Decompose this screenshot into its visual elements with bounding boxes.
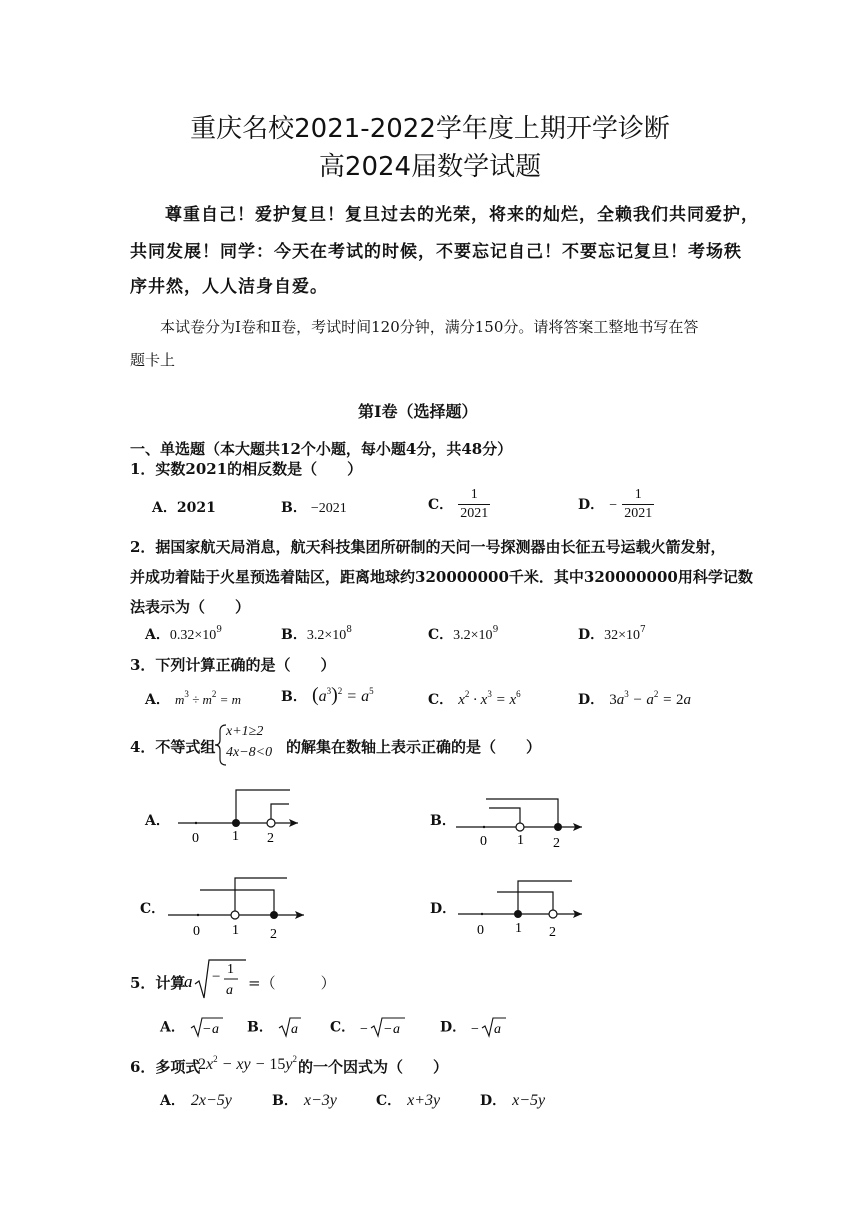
- tick-label-0: 0: [480, 834, 487, 849]
- option-label: B．: [281, 689, 307, 705]
- numerator: 1: [634, 487, 642, 502]
- q6-option-b: [272, 1090, 337, 1110]
- svg-text:a: a: [184, 972, 193, 991]
- exponent: 8: [346, 625, 352, 635]
- inequality-2: 4x−8<0: [226, 745, 273, 760]
- option-label: A．: [145, 692, 170, 708]
- question-4-stem-post: 的解集在数轴上表示正确的是（ ）: [286, 738, 542, 756]
- q2-option-c: [428, 624, 498, 644]
- option-label: D．: [480, 1093, 507, 1109]
- exponent: 9: [216, 625, 223, 635]
- q1-option-c: [428, 486, 490, 523]
- option-value: −2021: [310, 501, 347, 516]
- q2-option-a: [145, 624, 222, 644]
- denominator: 2021: [460, 506, 489, 521]
- svg-text:a: a: [226, 983, 233, 998]
- option-label: A．: [160, 1019, 185, 1036]
- option-label: C．: [428, 627, 454, 643]
- question-4-stem-pre: 4．不等式组: [130, 738, 216, 756]
- option-label: C．: [428, 692, 454, 708]
- q4-option-c-label: C．: [140, 901, 166, 917]
- option-label: C．: [428, 497, 454, 513]
- q6-option-d: [480, 1090, 545, 1110]
- q3-option-b: B． $(a^3)^2 = a^5$: [281, 684, 374, 706]
- denominator: 2021: [624, 506, 653, 521]
- svg-text:−: −: [384, 1022, 393, 1037]
- option-value: x+3y: [407, 1092, 441, 1109]
- svg-text:−: −: [471, 1022, 480, 1037]
- q2-option-b: [281, 624, 352, 644]
- instructions-line1: 本试卷分为Ⅰ卷和Ⅱ卷，考试时间120分钟，满分150分。请将答案工整地书写在答: [160, 318, 699, 336]
- q1-option-b: [281, 497, 347, 517]
- instructions-line2: 题卡上: [130, 351, 176, 369]
- svg-text:1: 1: [227, 962, 234, 977]
- q3-option-c: C． $x^2 \cdot x^3 = x^6$: [428, 689, 521, 708]
- fraction: [622, 486, 654, 523]
- svg-text:a: a: [290, 1022, 298, 1037]
- tick-label-0: 0: [477, 923, 484, 938]
- option-value: 3.2×10: [306, 628, 347, 643]
- option-value: 3.2×10: [453, 628, 493, 643]
- tick-label-0: 0: [192, 831, 199, 846]
- option-label: A．: [145, 627, 170, 643]
- option-label: B．: [272, 1093, 298, 1109]
- motto-line1: 尊重自己！爱护复旦！复旦过去的光荣，将来的灿烂，全赖我们共同爱护，: [165, 205, 759, 225]
- tick-label-1: 1: [515, 921, 522, 936]
- q4-number-line-b: [452, 790, 592, 860]
- option-value: 0.32×10: [169, 628, 217, 643]
- q6-option-a: [160, 1090, 232, 1110]
- q3-option-a: A． $m^3 \div m^2 = m$: [145, 689, 242, 708]
- option-label: C．: [376, 1093, 402, 1109]
- option-value: x−5y: [512, 1092, 546, 1109]
- q3-option-d: D． $3a^3 - a^2 = 2a$: [578, 689, 691, 708]
- q6-polynomial: $2x^2$ − xy − $15y^2$: [198, 1054, 298, 1073]
- section-part-heading: 一、单选题（本大题共12个小题，每小题4分，共48分）: [130, 440, 513, 458]
- motto-line3: 序井然，人人洁身自爱。: [130, 277, 328, 297]
- option-label: B．: [247, 1019, 273, 1036]
- motto-line2: 共同发展！同学：今天在考试的时候，不要忘记自己！不要忘记复旦！考场秩: [130, 242, 742, 262]
- option-label: B．: [281, 500, 307, 516]
- option-label: A．: [160, 1093, 185, 1109]
- q6-option-c: [376, 1090, 440, 1110]
- exam-title-line1: 重庆名校2021-2022学年度上期开学诊断: [190, 114, 670, 144]
- question-1-stem: 1．实数2021的相反数是（ ）: [130, 460, 363, 478]
- svg-text:−: −: [202, 1022, 211, 1037]
- tick-label-2: 2: [267, 831, 274, 846]
- question-2-line2: 并成功着陆于火星预选着陆区，距离地球约320000000千米．其中320000000用科学记数: [130, 568, 753, 586]
- option-value: x−3y: [303, 1092, 337, 1109]
- question-5-stem-pre: 5．计算: [130, 974, 186, 992]
- option-value: 2021: [176, 500, 216, 516]
- q1-option-a: [152, 497, 216, 517]
- q5-option-c: [330, 1016, 406, 1038]
- tick-label-2: 2: [549, 925, 556, 940]
- svg-text:a: a: [211, 1022, 219, 1037]
- question-2-line1: 2．据国家航天局消息，航天科技集团所研制的天问一号探测器由长征五号运载火箭发射，: [130, 538, 726, 556]
- option-label: D．: [578, 692, 605, 708]
- tick-label-1: 1: [517, 833, 524, 848]
- question-2-line3: 法表示为（ ）: [130, 598, 251, 616]
- numerator: 1: [470, 487, 478, 502]
- minus-sign: −: [609, 498, 618, 513]
- option-label: B．: [281, 627, 307, 643]
- question-3-stem: 3．下列计算正确的是（ ）: [130, 656, 336, 674]
- option-value: 2x−5y: [190, 1092, 232, 1109]
- option-label: A．: [152, 500, 177, 516]
- q5-option-b: [247, 1016, 302, 1038]
- svg-text:−: −: [212, 969, 221, 985]
- inequality-1: x+1≥2: [226, 724, 264, 739]
- q4-option-b-label: B．: [430, 813, 456, 829]
- option-label: D．: [578, 627, 605, 643]
- neg-sqrt-neg-a: [360, 1016, 406, 1038]
- question-6-stem-pre: 6．多项式: [130, 1058, 201, 1076]
- svg-text:−: −: [360, 1022, 369, 1037]
- question-5-stem-post: =（ ）: [248, 974, 336, 992]
- q5-option-a: [160, 1016, 224, 1038]
- section-title: 第Ⅰ卷（选择题）: [358, 402, 478, 421]
- q1-option-d: [578, 486, 654, 523]
- option-label: D．: [578, 497, 605, 513]
- q4-option-a-label: A．: [145, 813, 170, 829]
- fraction: [458, 486, 490, 523]
- option-value: 32×10: [604, 628, 641, 643]
- svg-text:a: a: [494, 1022, 502, 1037]
- exponent: 9: [492, 625, 499, 635]
- svg-text:a: a: [393, 1022, 401, 1037]
- tick-label-2: 2: [270, 927, 277, 942]
- exponent: 7: [640, 625, 646, 635]
- sqrt-a: [278, 1016, 302, 1038]
- exam-title-line2: 高2024届数学试题: [318, 152, 542, 182]
- tick-label-0: 0: [193, 924, 200, 939]
- tick-label-1: 1: [232, 923, 239, 938]
- sqrt-neg-a: [190, 1016, 224, 1038]
- option-label: C．: [330, 1019, 356, 1036]
- q5-radical-expression: [184, 956, 248, 1006]
- option-label: D．: [440, 1019, 467, 1036]
- q4-number-line-a: [170, 780, 310, 850]
- tick-label-1: 1: [232, 829, 239, 844]
- q4-option-d-label: D．: [430, 901, 457, 917]
- tick-label-2: 2: [553, 836, 560, 851]
- neg-sqrt-a: [471, 1016, 507, 1038]
- q5-option-d: [440, 1016, 507, 1038]
- q4-number-line-d: [452, 872, 592, 942]
- q4-number-line-c: [162, 872, 312, 944]
- question-6-stem-post: 的一个因式为（ ）: [298, 1058, 449, 1076]
- q2-option-d: [578, 624, 646, 644]
